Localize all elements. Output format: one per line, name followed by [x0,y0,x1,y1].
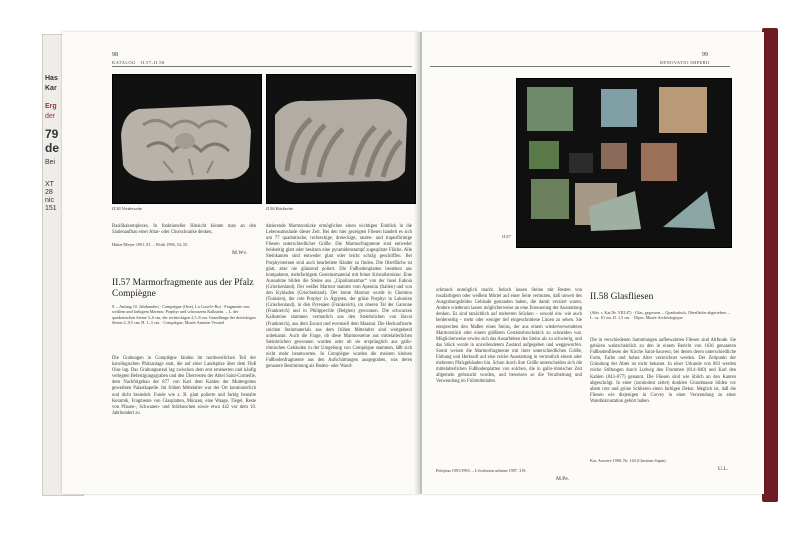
entry-title-ii57: II.57 Marmorfragmente aus der Pfalz Compiègne [112,278,254,299]
glass-tiles-image [517,79,731,247]
underlying-text-5: 79 [45,127,59,141]
underlying-text-9: 28 [45,189,53,196]
entry-title-ii58: II.58 Glasfliesen [590,292,654,302]
underlying-text-4: der [45,113,56,120]
right-col1-body: schmuck unmöglich macht. Jedoch lassen Steine mit Resten von rosafarbigem oder weißem Mörtel auf einer Seite vermuten, daß unweit des Ausgrabungsfeldes Gebäude gestanden haben, die damit verziert waren. Andere wiederum lassen möglicherweise an eine Erneuerung der Ausstattung denken. Es sind tatsächlich auf mehreren Stücken – sowohl ein- wie auch beiderseitig – mehr oder weniger tief eingeschnittene Linien zu sehen. Sie entsprechen den Maßen eines Steins, der aus einem wiederverwendeten Marmorstück oder einem größeren Gesteinsbruchstück zu schneiden war. Möglicherweise erwies sich das Ausarbeiten des Steins als zu schwierig, und das Stück wurde in unvollendetem Zustand aufgegeben und weggeworfen. Somit weisen die Marmorfragmente mit ihrer unterschiedlichen Größe, Färbung und Herkunft auf eine reiche Ausstattung in vermutlich einem oder mehreren Pfalzgebäuden hin. Schon durch ihre Größe unterscheiden sich die mittelalterlichen Fußbodenplatten von solchen, die in gallo-römischer Zeit allgemein gebraucht wurden, und beweisen so die Verarbeitung und Verwendung im Frühmittelalter. [436,288,582,385]
header-rule-left [112,66,412,67]
underlying-text-7: Bei [45,159,56,166]
photo-glass-tiles [516,78,732,248]
right-col2-signature: U.L. [718,466,729,472]
left-page [62,32,420,494]
book-cover-edge [762,28,778,502]
underlying-text-11: 151 [45,205,57,212]
underlying-text-10: nic [45,197,54,204]
left-col1-signature: M.Wv. [232,250,248,256]
right-page [422,32,764,494]
page-number-left: 98 [112,52,118,58]
underlying-text-6: de [45,141,60,155]
page-number-right: 99 [702,52,708,58]
caption-back: II.56 Rückseite [266,206,293,211]
open-book [42,24,778,502]
right-col1-reference: Petitjean 1991/1993. – L'évolution urbaine 1997, 319. [436,468,527,473]
photo-capital-front [112,74,262,204]
left-col1-body: Die Grabungen in Compiègne fanden im nordwestlichen Teil der karolingischen Pfalzanlage statt, die auf einer Landspitze über dem Fluß Oise lag. Das Grabungsareal lag zwischen dem erst erneuerten und häufig verlegten Befestigungsgraben und den Überresten der Abtei Saint-Corneille, dem Nachfolgebau der 877 von Karl dem Kahlen der Muttergottes geweihten Palastkapelle. Im frühen Mittelalter war der Ort kontinuierlich und dicht besiedelt. Funde wie z. B. glatt polierte und farbig bemalte Keramik, Fragmente von Glasplatten, Münzen, eine Waage, Tiegel, Reste von Pfauen-, Schwanen- und Störknochen sowie etwa 442 vor dem 10. Jahrhundert zu [112,356,256,416]
entry-meta-ii57: 9. – Anfang 10. Jahrhundert · Compiègne (Oise), La Cour-le-Roi · Fragmente von weißem und farbigem Marmor, Porphyr und schwarzem Kalkstein. – L. der quadratischen Steine 3–6 cm, der rechteckigen 2,5–8 cm. Grundlänge der dreieckigen Steine 2–9,5 cm; H. 1–3 cm. · Compiègne, Musée Antoine Vivenel [112,304,256,326]
header-rule-right [430,66,730,67]
underlying-text-8: XT [45,181,54,188]
left-col2-body: datierende Marmorstücke ermöglichen einen wichtigen Einblick in die Lebensumstände dieser Zeit. Bei den hier gezeigten Fliesen handelt es sich um 77 quadratische, rechteckige, dreieckige, rauten- und trapezförmige Fliesen unterschiedlicher Größe. Die Marmorfragmente sind entweder beidseitig glatt oder besitzen eine pyramidenstumpf zugespitzte Fläche. Alle Steinkanten sind entweder glatt oder leicht schräg geschliffen. Bei Porphyrsteinen sind auch bearbeitete Ränder zu finden. Die Oberfläche ist glatt, aber nie glänzend poliert. Die Fußbodenplatten bestehen aus kompaktem, mehrfarbigem Gesteinsmaterial mit feiner Kristallstruktur. Eine Ausnahme bilden die Steine aus „Cipolinmarmor“ von der Insel Euboia (Griechenland). Der weißer Marmor stammt vom Apennin (Italien) und von den Kykladen (Griechenland). Der bunte Marmor wurde in Chemtou (Tunisien), der rote Porphyr in Ägypten, der grüne Porphyr in Lakonien (Griechenland), in den Pyrenäen (Frankreich), im oberen Tal der Garonne (Frankreich) und in Philippeville (Belgien) gewonnen. Die schwarzen Kalksteine stammen vermutlich aus den Steinbrüchen von Bavai (Frankreich), aus dem Escaut und eventuell dem Maastal. Die Herkunftsorte solchen Steinmaterials aus dem frühen Mittelalter sind weitgehend unbekannt. Auch die Frage, ob diese Marmorsteine aus mittelalterlichen Steinbrüchen gewonnen wurden oder ob sie ursprünglich aus gallo-römischen Gebäuden in der Umgebung von Compiègne stammen, läßt sich nicht mehr beantworten. In Compiègne wurden die meisten kleinen Fußbodenfragmente aus den Aufschüttungen ausgegraben, was deren genauere Bestimmung als Boden- oder Wand- [266,224,412,370]
capital-back-image [267,75,415,203]
capital-front-image [113,75,261,203]
left-col1-reference: Hütter/Meyer 1991, 81. – Wirth 1996, 54–55. [112,242,189,247]
right-col1-signature: M.Pe. [556,476,570,482]
running-head-left: KATALOG · II.57–II.58 [112,60,165,65]
photo-capital-back [266,74,416,204]
left-col1-paragraph: Basilikakomplexes. In funktioneller Hinsicht könnte man an den Säulenaufbau einer Altar- oder Chorschranke denken. [112,224,256,236]
entry-meta-ii58: (Abb. s. Kat.Nr. VIII.47) · Glas, gegossen. – Quadratisch, Oberfläche abgerieben. – L. ca. 10 cm, D. 1,5 cm. · Dijon, Musée Archéologique [590,310,730,321]
running-head-right: RENOVATIO IMPERII [660,60,710,65]
caption-front: II.56 Vorderseite [112,206,143,211]
underlying-text-2: Kar [45,85,57,92]
right-col2-reference: Kat. Auxerre 1990, Nr. 144 (Christian Sapin). [590,458,667,463]
caption-tiles: II.57 [502,234,511,239]
underlying-text-1: Has [45,75,58,82]
right-col2-body: Die in verschiedenen Sammlungen aufbewahrten Fliesen sind Altfunde. Sie gehören wahrscheinlich zu den in einem Bericht von 1636 genannten Fußbodenfliesen der Kirche Saint-Sauveur, bei denen deren unterschiedliche Form, Farbe und hohes Alter verzeichnet werden. Der Zeitpunkt der Gründung der Abtei ist nicht bekannt. In einer Urkunde von 883 werden reiche Stiftungen durch Ludwig den Frommen (814–840) und Karl den Kahlen (843–877) genannt. Die Fliesen sind wie üblich an den Kanten abgeschrägt. In einer (zumindest zeitet) dunklen Grundmasse bilden vor allem rote und grüne Schlieren einen farbigen Dekor. Meglich ist, daß die Fliesen wie diejenigen in Corvey in einer Verwendung zu einer Wandinkrustation gehört haben. [590,338,736,404]
underlying-text-3: Erg [45,103,57,110]
